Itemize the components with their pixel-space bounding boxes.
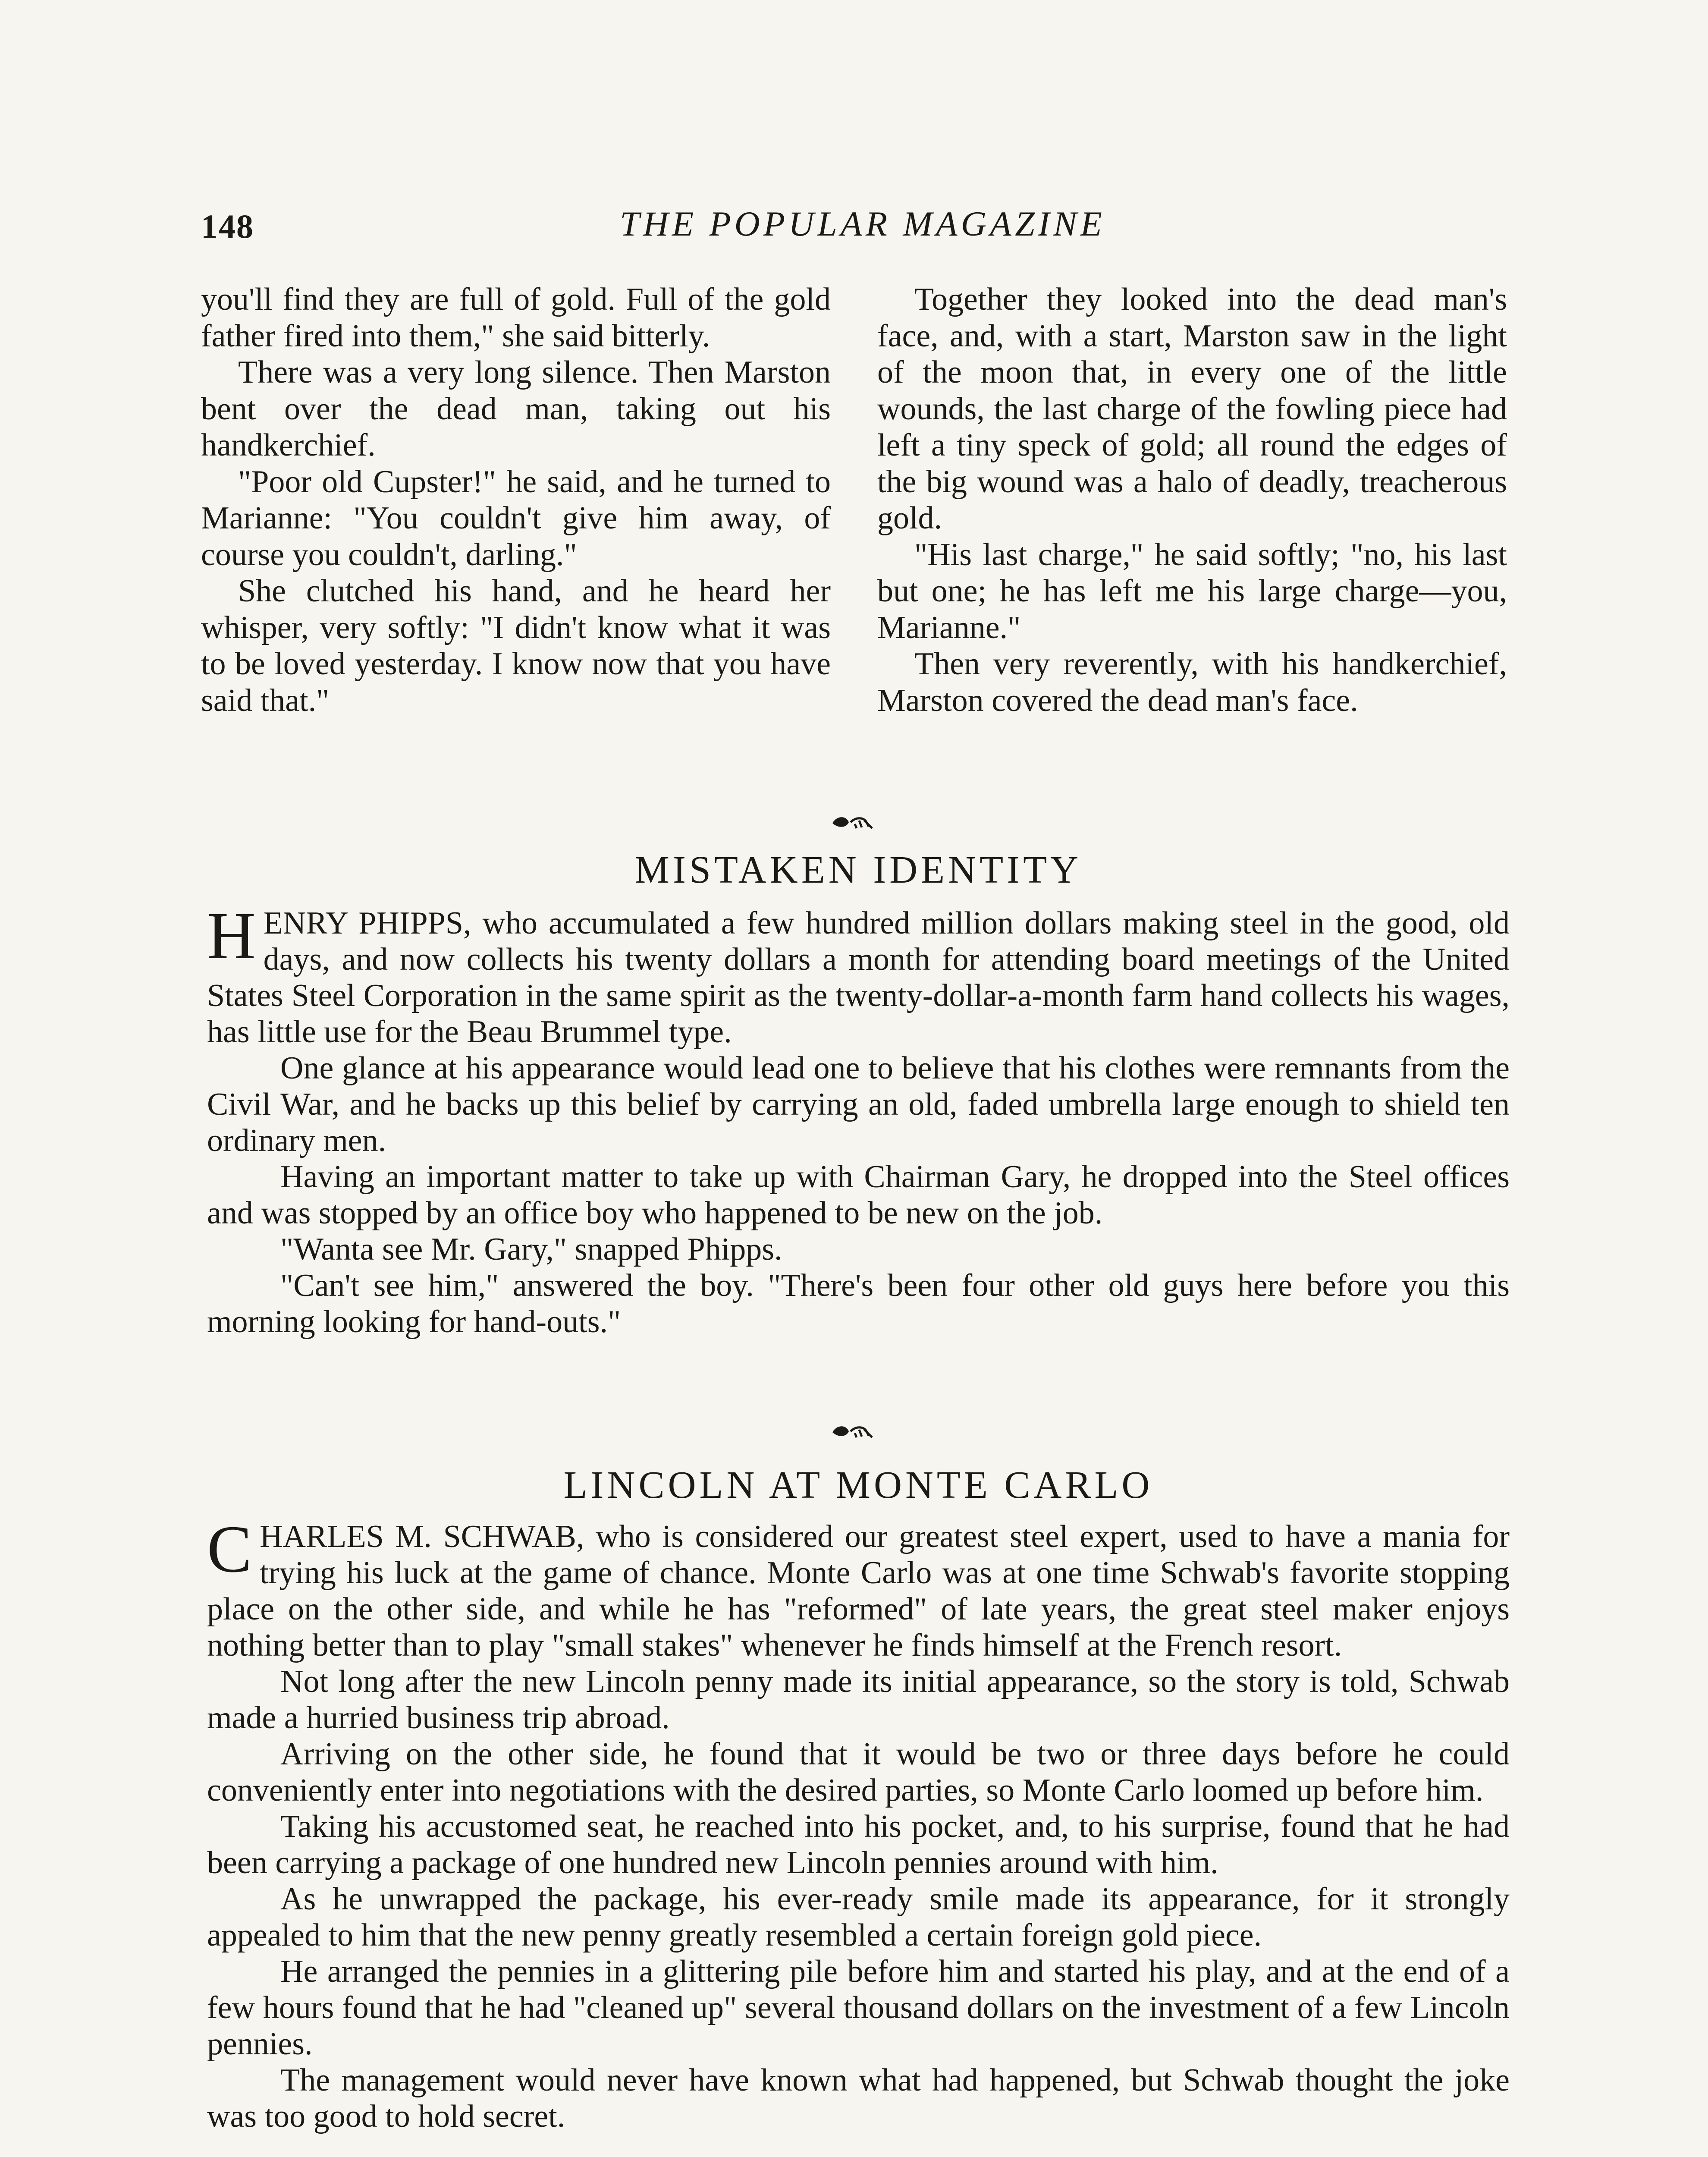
page-number: 148 — [201, 208, 254, 245]
article-title: MISTAKEN IDENTITY — [634, 849, 1082, 891]
article-paragraph-text: ENRY PHIPPS, who accumulated a few hundred million dollars making steel in the good, old days, and now collects his twenty dollars a month for attending board meetings of the United States Steel Corporation in the same spirit as the twenty-dollar-a-month farm hand collects his wages, has little use for the Beau Brummel type. — [207, 906, 1510, 1050]
article-paragraph — [207, 898, 1510, 1050]
article-paragraph: Taking his accustomed seat, he reached into his pocket, and, to his surprise, found that he had been carrying a package of one hundred new Lincoln pennies around with him. — [207, 1809, 1510, 1880]
fleuron-ornament-icon — [829, 1420, 881, 1442]
story-paragraph: Together they looked into the dead man's face, and, with a start, Marston saw in the light of the moon that, in every one of the little wounds, the last charge of the fowling piece had left a tiny speck of gold; all round the edges of the big wound was a halo of deadly, treacherous gold. — [877, 282, 1507, 536]
article-body — [207, 1512, 1510, 2135]
article-mistaken-identity — [207, 846, 1510, 1340]
story-paragraph: Then very reverently, with his handkerchief, Marston covered the dead man's face. — [877, 646, 1507, 718]
drop-cap: C — [207, 1512, 252, 1586]
article-paragraph: One glance at his appearance would lead one to believe that his clothes were remnants from the Civil War, and he backs up this belief by carrying an old, faded umbrella large enough to shield ten ordinary men. — [207, 1050, 1510, 1158]
story-paragraph: There was a very long silence. Then Marston bent over the dead man, taking out his handkerchief. — [201, 355, 831, 463]
story-paragraph: She clutched his hand, and he heard her whisper, very softly: "I didn't know what it was to be loved yesterday. I know now that you have said that." — [201, 573, 831, 718]
running-title: THE POPULAR MAGAZINE — [620, 204, 1105, 243]
story-right-column — [877, 281, 1507, 719]
article-body — [207, 898, 1510, 1340]
story-left-column — [201, 281, 831, 719]
article-paragraph: Having an important matter to take up with Chairman Gary, he dropped into the Steel offices and was stopped by an office boy who happened to be new on the job. — [207, 1159, 1510, 1231]
drop-cap: H — [207, 898, 256, 973]
story-paragraph: you'll find they are full of gold. Full of the gold father fired into them," she said bitterly. — [201, 282, 831, 354]
article-paragraph: "Can't see him," answered the boy. "There's been four other old guys here before you this morning looking for hand-outs." — [207, 1268, 1510, 1339]
article-paragraph: Not long after the new Lincoln penny made its initial appearance, so the story is told, Schwab made a hurried business trip abroad. — [207, 1664, 1510, 1736]
fleuron-ornament-icon — [829, 811, 881, 833]
article-paragraph: He arranged the pennies in a glittering pile before him and started his play, and at the end of a few hours found that he had "cleaned up" several thousand dollars on the investment of a few Lincoln pennies. — [207, 1954, 1510, 2062]
article-paragraph: As he unwrapped the package, his ever-ready smile made its appearance, for it strongly appealed to him that the new penny greatly resembled a certain foreign gold piece. — [207, 1881, 1510, 1953]
story-paragraph: "Poor old Cupster!" he said, and he turned to Marianne: "You couldn't give him away, of course you couldn't, darling." — [201, 464, 831, 572]
article-paragraph: "Wanta see Mr. Gary," snapped Phipps. — [280, 1232, 782, 1267]
article-paragraph-text: HARLES M. SCHWAB, who is considered our greatest steel expert, used to have a mania for trying his luck at the game of chance. Monte Carlo was at one time Schwab's favorite stopping place on the other side, and while he has "reformed" of late years, the great steel maker enjoys nothing better than to play "small stakes" whenever he finds himself at the French resort. — [207, 1519, 1510, 1663]
article-paragraph: Arriving on the other side, he found that it would be two or three days before he could conveniently enter into negotiations with the desired parties, so Monte Carlo loomed up before him. — [207, 1736, 1510, 1808]
article-paragraph — [207, 1512, 1510, 1663]
story-paragraph: "His last charge," he said softly; "no, his last but one; he has left me his large charge—you, Marianne." — [877, 537, 1507, 645]
article-title: LINCOLN AT MONTE CARLO — [563, 1464, 1153, 1506]
article-paragraph: The management would never have known what had happened, but Schwab thought the joke was too good to hold secret. — [207, 2063, 1510, 2134]
article-lincoln-at-monte-carlo — [207, 1462, 1510, 2135]
